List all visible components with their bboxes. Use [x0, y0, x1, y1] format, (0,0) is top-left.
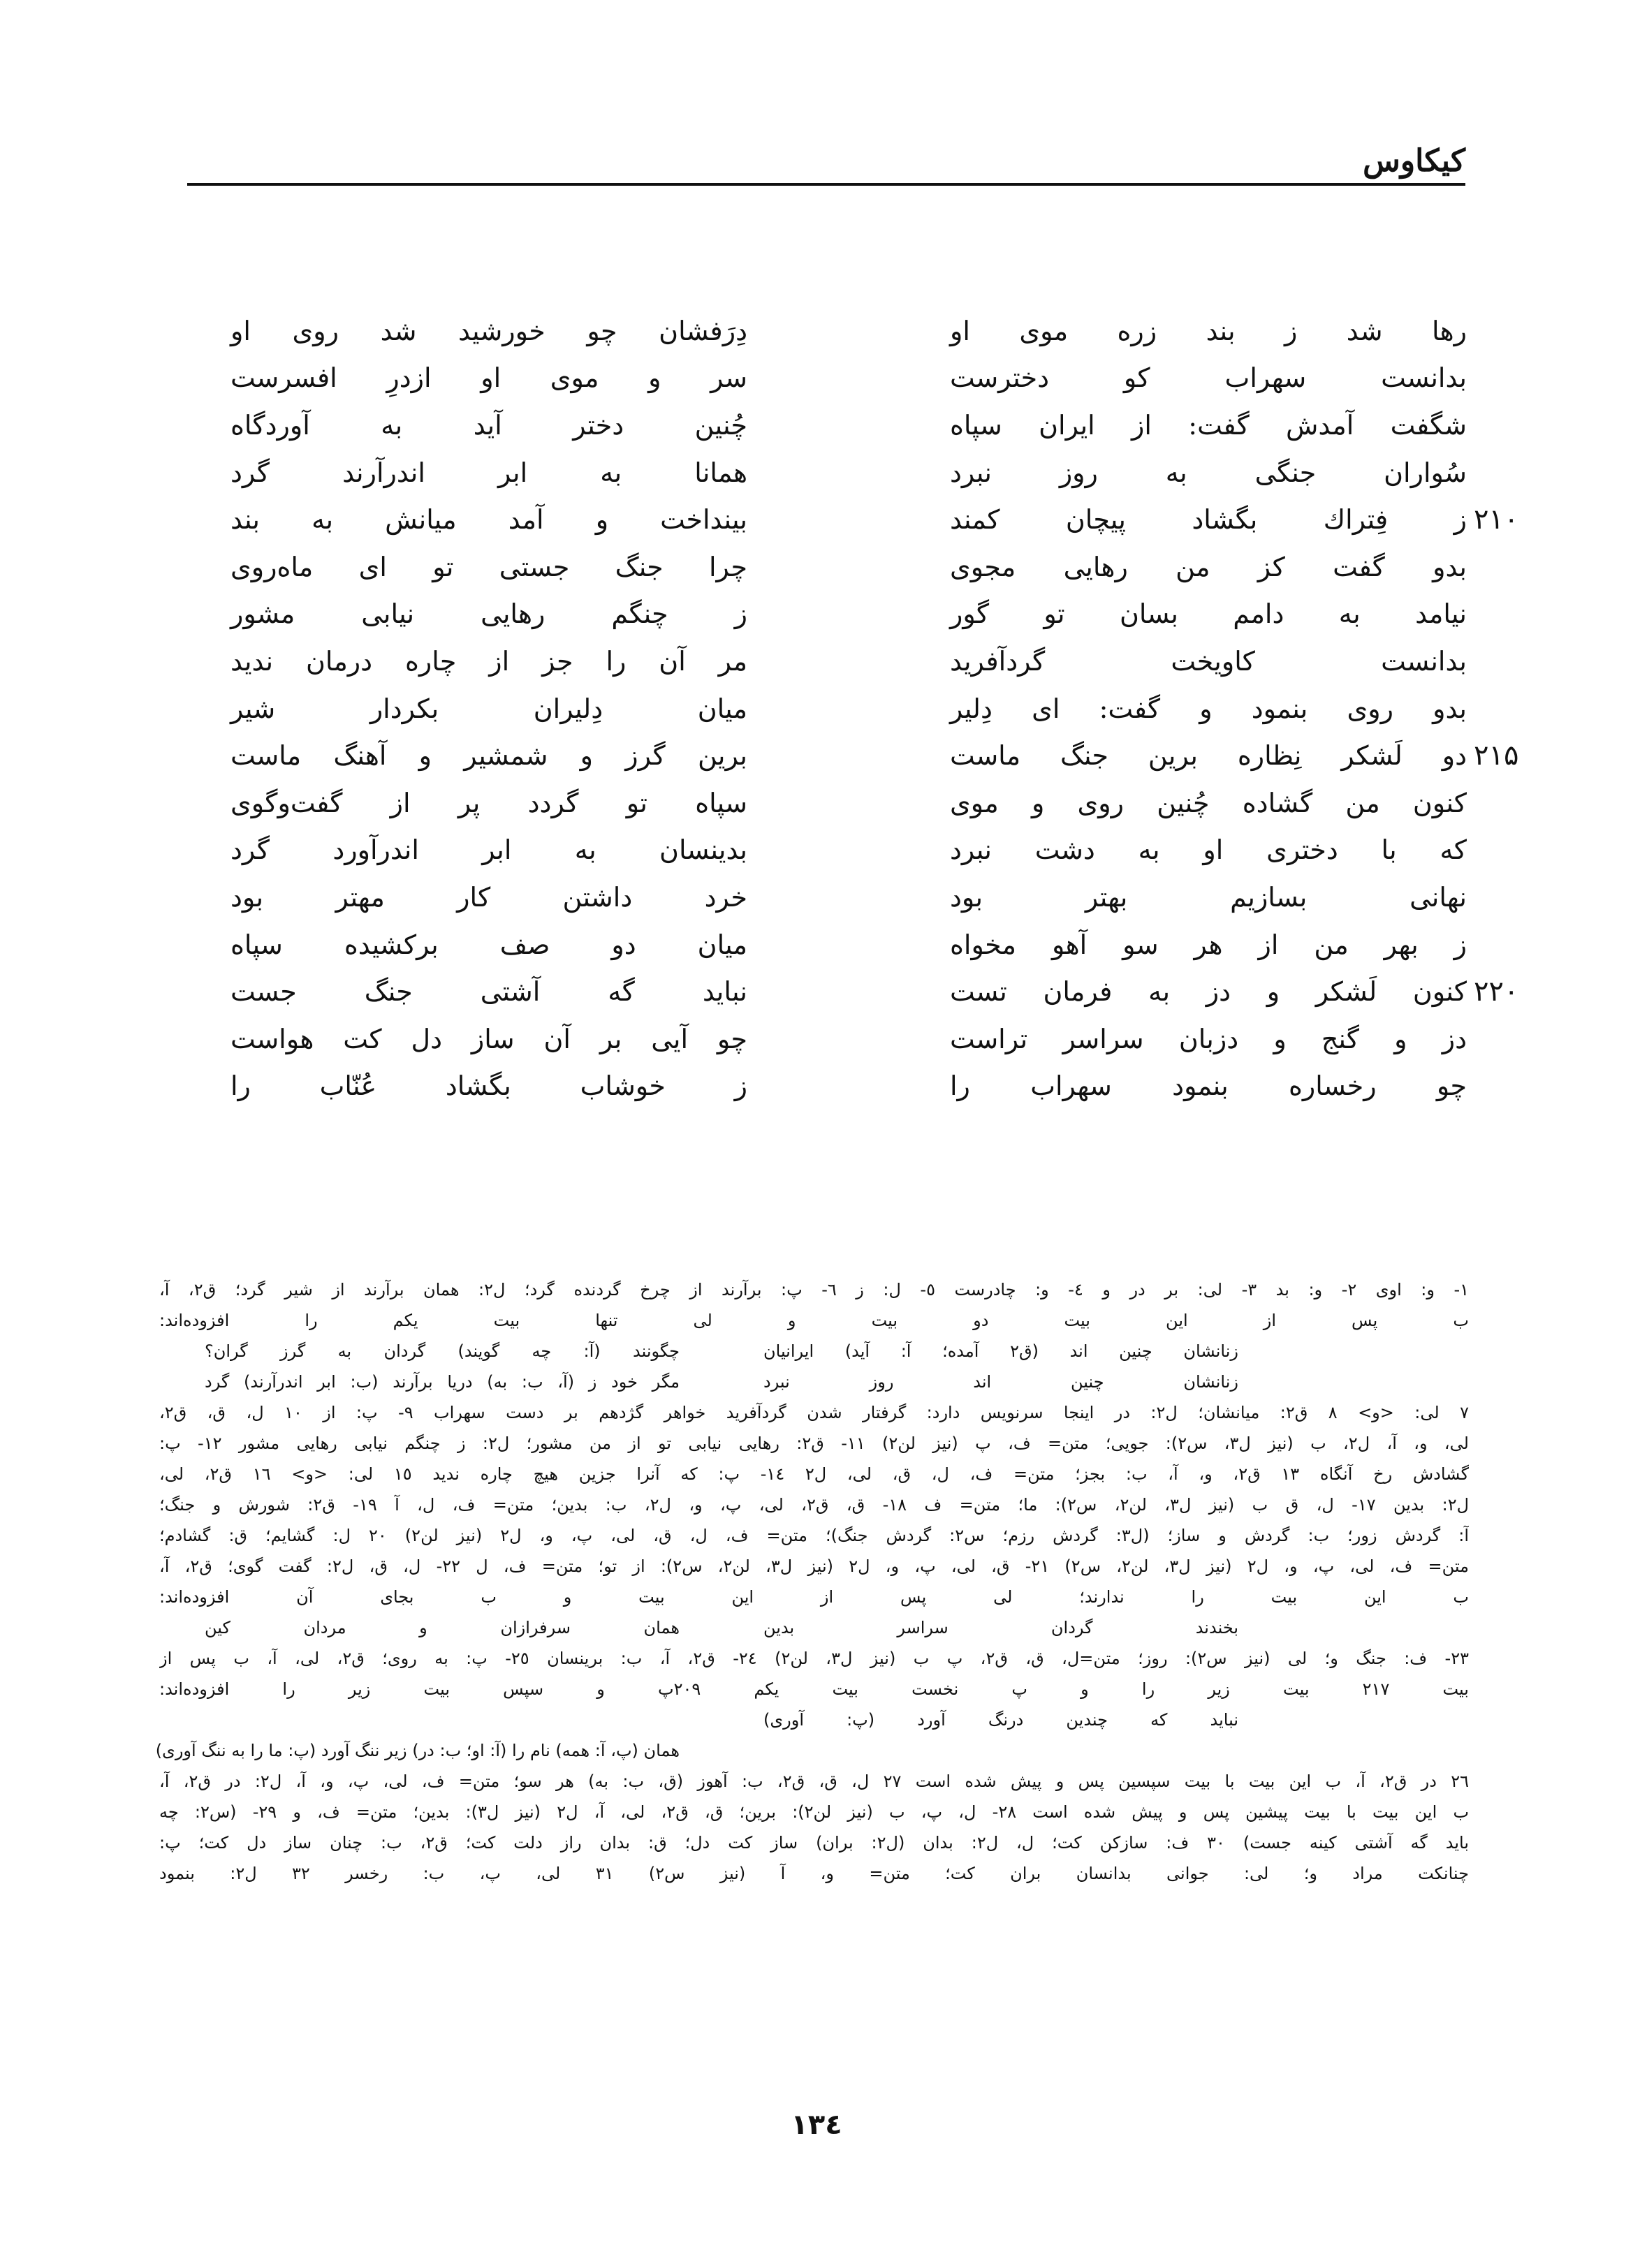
- bayt-row: [230, 543, 1467, 591]
- first-hemistich: بدانست سهراب کو دخترست: [950, 362, 1467, 394]
- footnote-line: باید گه آشتی کینه جست) ۳۰ ف: سازکن کت؛ ل، ل۲: بدان (ل۲: بران) ساز کت دل؛ ق: بدان راز دلت کت؛ ق۲، ب: چنان ساز دل کت؛ پ:: [159, 1833, 1469, 1853]
- bayt-row: [230, 685, 1467, 732]
- hemistich-pair: [230, 1024, 1467, 1054]
- second-hemistich: برین گرز و شمشیر و آهنگ ماست: [230, 740, 747, 772]
- running-header-title: کیکاوس: [1363, 143, 1465, 179]
- hemistich-pair: [230, 457, 1467, 488]
- footnote-line: ۲۳- ف: جنگ و؛ لی (نیز س۲): روز؛ متن=ل، ق، ق۲، پ ب (نیز ل۳، لن۲) ۲٤- ق۲، آ، ب: برینسان ۲٥- پ: به روی؛ ق۲، لی، آ، ب پس از: [159, 1649, 1469, 1668]
- footnote-line: آ: گردش زور؛ ب: گردش و ساز؛ (ل۳: گردش رزم؛ س۲: گردش جنگ)؛ متن= ف، ل، ق، لی، پ، و، ل۲ (نیز لن۲) ۲۰ ل: گشایم؛ ق: گشادم؛: [159, 1526, 1469, 1545]
- second-hemistich: چُنین دختر آید به آوردگاه: [230, 409, 747, 441]
- second-hemistich: همانا به ابر اندرآرند گرد: [230, 457, 747, 488]
- bayt-row: [230, 779, 1467, 827]
- bayt-row: [230, 874, 1467, 921]
- first-hemistich: ز فِتراك بگشاد پیچان کمند: [950, 504, 1467, 536]
- footnote-verse: [159, 1367, 1469, 1397]
- hemistich-pair: [230, 410, 1467, 441]
- hemistich-pair: [230, 882, 1467, 913]
- second-hemistich: خرد داشتن کار مهتر بود: [230, 881, 747, 913]
- hemistich-pair: [230, 598, 1467, 629]
- footnote-verse: [159, 1704, 1469, 1735]
- first-hemistich: بدو روی بنمود و گفت: ای دِلیر: [950, 693, 1467, 724]
- bayt-row: [230, 732, 1519, 779]
- bayt-row: [230, 307, 1467, 355]
- verse-number: ۲۲۰: [1474, 975, 1519, 1008]
- bayt-row: [230, 496, 1519, 543]
- footnote-line: ۷ لی: <و> ۸ ق۲: میانشان؛ ل۲: در اینجا سرنویس دارد: گرفتار شدن گردآفرید خواهر گژدهم بر دست سهراب ۹- پ: از ۱۰ ل، ق، ق۲،: [159, 1403, 1469, 1422]
- bayt-row: [230, 402, 1467, 449]
- footnote-line: ب این بیت را ندارند؛ لی پس از این بیت و ب بجای آن افزوده‌اند:: [159, 1587, 1469, 1607]
- bayt-row: [230, 591, 1467, 638]
- bayt-row: [230, 968, 1519, 1015]
- footnote-verse: [155, 1735, 1469, 1766]
- footnote-verse-second: همان سرفرازان و مردان کین: [205, 1618, 680, 1637]
- footnote-verse-second: چگونند (آ: چه گویند) گردان به گرز گران؟: [205, 1341, 680, 1361]
- footnote-line: لی، و، آ، ل۲، ب (نیز ل۳، س۲): جویی؛ متن= ف، پ (نیز لن۲) ۱۱- ق۲: رهایی نیابی تو از من مشور؛ ل۲: ز چنگم نیابی رهایی مشور ۱۲- پ:: [159, 1434, 1469, 1453]
- first-hemistich: که با دختری او به دشت نبرد: [950, 834, 1467, 866]
- second-hemistich: ز چنگم رهایی نیابی مشور: [230, 598, 747, 630]
- first-hemistich: دو لَشکر نِظاره برین جنگ ماست: [950, 740, 1467, 772]
- first-hemistich: بدانست کاویخت گردآفرید: [950, 645, 1467, 677]
- footnote-verse-first: زنانشان چنین اند (ق۲ آمده؛ آ: آید) ایرانیان: [763, 1341, 1238, 1361]
- header-rule: [187, 183, 1465, 186]
- bayt-row: [230, 449, 1467, 496]
- hemistich-pair: [230, 552, 1467, 582]
- poem-body: [230, 307, 1519, 1110]
- hemistich-pair: [230, 788, 1467, 818]
- footnote-line: بیت ۲۱۷ بیت زیر را و پ نخست بیت یکم ۲۰۹پ و سپس بیت زیر را افزوده‌اند:: [159, 1679, 1469, 1699]
- first-hemistich: شگفت آمدش گفت: از ایران سپاه: [950, 409, 1467, 441]
- first-hemistich: رها شد ز بند زره موی او: [950, 315, 1467, 346]
- first-hemistich: کنون من گشاده چُنین روی و موی: [950, 787, 1467, 818]
- first-hemistich: دز و گنج و دزبان سراسر تراست: [950, 1023, 1467, 1054]
- first-hemistich: چو رخساره بنمود سهراب را: [950, 1070, 1467, 1102]
- footnote-line: گشادش رخ آنگاه ۱۳ ق۲، و، آ، ب: بجز؛ متن= ف، ل، ق، لی، ل۲ ۱٤- پ: که آنرا جزین هیچ چاره ندید ۱٥ لی: <و> ۱٦ ق۲، لی،: [159, 1464, 1469, 1484]
- footnote-line: چنانکت مراد و؛ لی: جوانی بدانسان بران کت؛ متن= و، آ (نیز س۲) ۳۱ لی، پ، ب: رخسر ۳۲ ل۲: بنمود: [159, 1864, 1469, 1883]
- hemistich-pair: [230, 740, 1467, 771]
- first-hemistich: بدو گفت کز من رهایی مجوی: [950, 551, 1467, 582]
- second-hemistich: دِرَفشان چو خورشید شد روی او: [230, 315, 747, 346]
- hemistich-pair: [230, 362, 1467, 393]
- footnote-verse: [159, 1336, 1469, 1367]
- footnote-line: ۲٦ در ق۲، آ، ب این بیت با بیت سپسین پس و پیش شده است ۲۷ ل، ق، ق۲، ب: آهوز (ق، ب: به) هر سو؛ متن= ف، لی، پ، و، آ، ل۲: در ق۲، آ،: [159, 1772, 1469, 1791]
- second-hemistich: میان دو صف برکشیده سپاه: [230, 929, 747, 960]
- verse-number: ۲۱۵: [1474, 739, 1519, 772]
- footnotes: [155, 1274, 1469, 1889]
- second-hemistich: بینداخت و آمد میانش به بند: [230, 504, 747, 536]
- hemistich-pair: [230, 929, 1467, 960]
- verse-number: ۲۱۰: [1474, 503, 1519, 536]
- footnote-line: متن= ف، لی، پ، و، ل۲ (نیز ل۳، لن۲، س۲) ۲۱- ق، لی، پ، و، ل۲ (نیز ل۳، لن۲، س۲): از تو؛ متن= ف، ل ۲۲- ل، ق، ل۲: گفت گوی؛ ق۲، آ،: [159, 1556, 1469, 1576]
- footnote-line: ب این بیت با بیت پیشین پس و پیش شده است ۲۸- ل، پ، ب (نیز لن۲): برین؛ ق، ق۲، لی، آ، ل۲ (نیز ل۳): بدین؛ متن= ف، و ۲۹- (س۲: چه: [159, 1802, 1469, 1822]
- bayt-row: [230, 827, 1467, 874]
- hemistich-pair: [230, 834, 1467, 865]
- second-hemistich: چرا جنگ جستی تو ای ماه‌روی: [230, 551, 747, 582]
- second-hemistich: سپاه تو گردد پر از گفت‌وگوی: [230, 787, 747, 818]
- second-hemistich: ز خوشاب بگشاد عُنّاب را: [230, 1070, 747, 1102]
- bayt-row: [230, 355, 1467, 402]
- first-hemistich: سُواران جنگی به روز نبرد: [950, 457, 1467, 488]
- footnote-line: ب پس از این بیت دو بیت و لی تنها بیت یکم را افزوده‌اند:: [159, 1311, 1469, 1330]
- footnote-verse: [159, 1612, 1469, 1643]
- second-hemistich: نباید گه آشتی جنگ جست: [230, 976, 747, 1008]
- hemistich-pair: [230, 976, 1467, 1007]
- footnote-verse-first: بخندند گردان سراسر بدین: [763, 1618, 1238, 1637]
- second-hemistich: چو آیی بر آن ساز دل کت هواست: [230, 1023, 747, 1054]
- footnote-verse-first: نباید که چندین درنگ آورد (پ: آوری): [763, 1710, 1238, 1730]
- second-hemistich: سر و موی او ازدرِ افسرست: [230, 362, 747, 394]
- bayt-row: [230, 921, 1467, 969]
- second-hemistich: بدینسان به ابر اندرآورد گرد: [230, 834, 747, 866]
- first-hemistich: کنون لَشکر و دز به فرمان تست: [950, 976, 1467, 1008]
- hemistich-pair: [230, 1070, 1467, 1101]
- footnote-verse-second: همان (پ، آ: همه) نام را (آ: او؛ ب: در) زیر ننگ آورد (پ: ما را به ننگ آوری): [155, 1741, 680, 1760]
- page-number: ۱۳٤: [791, 2109, 842, 2141]
- footnote-verse-first: زنانشان چنین اند روز نبرد: [763, 1372, 1238, 1392]
- hemistich-pair: [230, 693, 1467, 724]
- bayt-row: [230, 638, 1467, 685]
- second-hemistich: مر آن را جز از چاره درمان ندید: [230, 645, 747, 677]
- footnote-line: ۱- و: اوی ۲- و: بد ۳- لی: بر در و ٤- و: چادرست ٥- ل: ز ٦- پ: برآرند از چرخ گردنده گرد؛ ل۲: همان برآرند از شیر گرد؛ ق۲، آ،: [159, 1280, 1469, 1299]
- hemistich-pair: [230, 646, 1467, 677]
- first-hemistich: ز بهر من از هر سو آهو مخواه: [950, 929, 1467, 960]
- first-hemistich: نهانی بسازیم بهتر بود: [950, 881, 1467, 913]
- footnote-line: ل۲: بدین ۱۷- ل، ق ب (نیز ل۳، لن۲، س۲): ما؛ متن= ف ۱۸- ق، ق۲، لی، پ، و، ل۲، ب: بدین؛ متن= ف، ل، آ ۱۹- ق۲: شورش و جنگ؛: [159, 1495, 1469, 1515]
- footnote-verse-second: مگر خود ز (آ، ب: به) دریا برآرند (ب: ابر اندرآرند) گرد: [205, 1372, 680, 1392]
- first-hemistich: نیامد به دامم بسان تو گور: [950, 598, 1467, 630]
- hemistich-pair: [230, 316, 1467, 346]
- bayt-row: [230, 1015, 1467, 1063]
- second-hemistich: میان دِلیران بکردار شیر: [230, 693, 747, 724]
- hemistich-pair: [230, 504, 1467, 535]
- bayt-row: [230, 1063, 1467, 1110]
